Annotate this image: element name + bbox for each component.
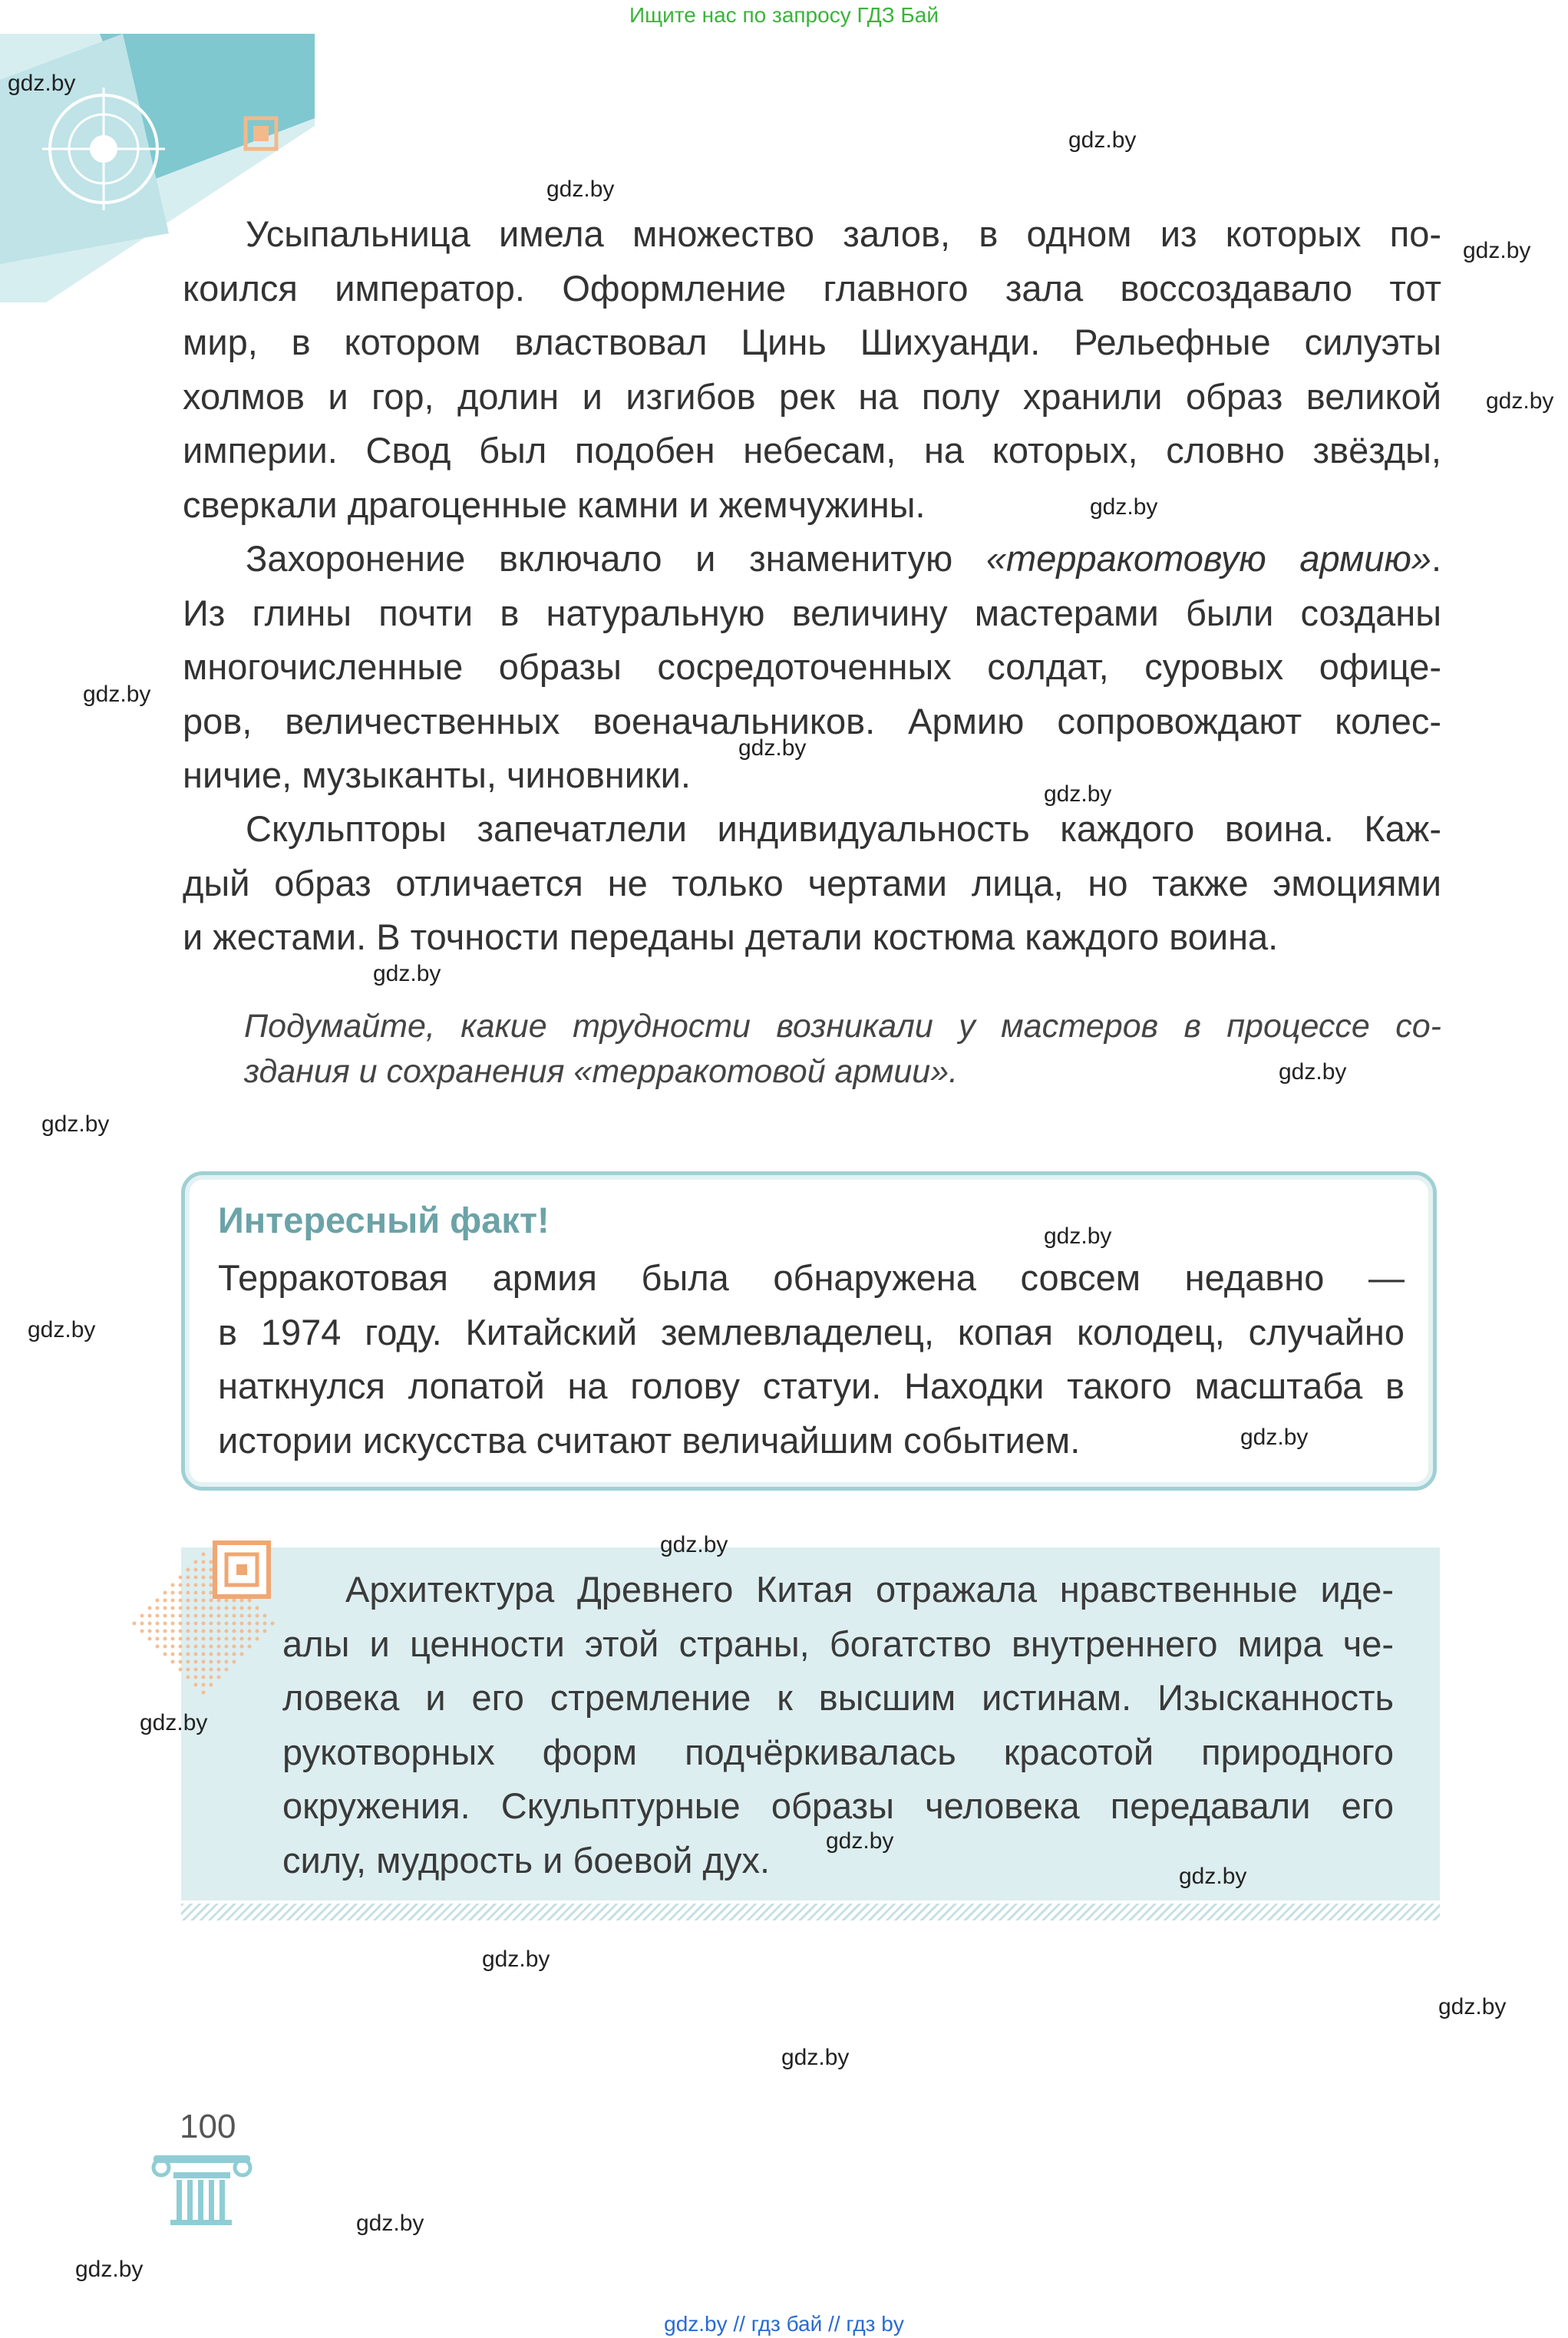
watermark: gdz.by [781, 2045, 850, 2070]
watermark: gdz.by [826, 1828, 894, 1854]
text-line: Скульпторы запечатлели индивидуальность каждого воина. Каж- [246, 808, 1441, 849]
watermark: gdz.by [660, 1532, 728, 1557]
page-number: 100 [180, 2108, 236, 2145]
watermark: gdz.by [1068, 127, 1137, 153]
text-run: . [1431, 538, 1442, 579]
text-line: истории искусства считают величайшим событием. [218, 1419, 1081, 1461]
text-line: ловека и его стремление к высшим истинам. Изысканность [282, 1677, 1394, 1718]
text-line: Из глины почти в натуральную величину мастерами были созданы [183, 592, 1441, 633]
watermark: gdz.by [482, 1947, 550, 1972]
text-line: империи. Свод был подобен небесам, на которых, словно звёзды, [183, 430, 1441, 471]
text-line: окружения. Скульптурные образы человека передавали его [282, 1785, 1394, 1826]
paragraph-3 [183, 802, 1441, 965]
text-line: наткнулся лопатой на голову статуи. Находки такого масштаба в [218, 1365, 1405, 1406]
watermark: gdz.by [546, 177, 615, 202]
text-line: Терракотовая армия была обнаружена совсем недавно — [218, 1257, 1405, 1298]
watermark: gdz.by [41, 1111, 110, 1137]
paragraph-2 [183, 532, 1441, 803]
paragraph-1 [183, 207, 1441, 532]
watermark: gdz.by [1279, 1059, 1347, 1085]
watermark: gdz.by [1179, 1864, 1247, 1889]
column-icon [150, 2149, 253, 2226]
watermark: gdz.by [373, 961, 441, 986]
watermark: gdz.by [8, 71, 76, 96]
lattice-ornament-icon [115, 1535, 292, 1727]
watermark: gdz.by [28, 1317, 96, 1342]
text-line: мир, в котором властвовал Цинь Шихуанди. Рельефные силуэты [183, 322, 1441, 362]
text-line: Усыпальница имела множество залов, в одном из которых по- [246, 213, 1441, 254]
watermark: gdz.by [1463, 238, 1531, 263]
watermark: gdz.by [1090, 494, 1158, 520]
question-block [244, 1004, 1441, 1095]
watermark: gdz.by [1486, 388, 1554, 414]
text-line: и жестами. В точности переданы детали костюма каждого воина. [183, 916, 1279, 957]
text-line: ров, величественных военачальников. Армию сопровождают колес- [183, 700, 1441, 741]
text-line: здания и сохранения «терракотовой армии». [244, 1053, 959, 1090]
text-line: многочисленные образы сосредоточенных солдат, суровых офице- [183, 646, 1441, 687]
watermark: gdz.by [140, 1710, 208, 1735]
text-line: коился император. Оформление главного зала воссоздавало тот [183, 267, 1441, 309]
text-line: силу, мудрость и боевой дух. [282, 1839, 771, 1881]
top-banner: Ищите нас по запросу ГДЗ Бай [629, 3, 939, 27]
watermark: gdz.by [1044, 781, 1112, 807]
fact-title: Интересный факт! [218, 1200, 550, 1240]
watermark: gdz.by [1240, 1425, 1309, 1450]
text-line: Архитектура Древнего Китая отражала нравственные иде- [345, 1569, 1394, 1610]
summary-stripes [181, 1904, 1440, 1920]
text-line [183, 532, 1441, 586]
text-line: ничие, музыканты, чиновники. [183, 755, 691, 795]
watermark: gdz.by [356, 2211, 424, 2236]
text-run: Захоронение включало и знаменитую [246, 538, 986, 579]
watermark: gdz.by [1044, 1223, 1112, 1249]
watermark: gdz.by [738, 735, 807, 761]
watermark: gdz.by [1438, 1994, 1507, 2019]
watermark: gdz.by [75, 2257, 144, 2282]
watermark: gdz.by [83, 682, 151, 707]
text-line: холмов и гор, долин и изгибов рек на полу хранили образ великой [183, 375, 1441, 417]
text-line: рукотворных форм подчёркивалась красотой природного [282, 1731, 1394, 1772]
text-line: Подумайте, какие трудности возникали у мастеров в процессе со- [244, 1008, 1441, 1045]
text-line: в 1974 году. Китайский землевладелец, копая колодец, случайно [218, 1311, 1405, 1352]
text-line: алы и ценности этой страны, богатство внутреннего мира че- [282, 1623, 1394, 1664]
text-line: дый образ отличается не только чертами лица, но также эмоциями [183, 862, 1441, 903]
footer-links[interactable]: gdz.by // гдз бай // гдз by [664, 2312, 904, 2336]
italic-term: «терракотовую армию» [985, 538, 1431, 579]
fact-text [218, 1251, 1405, 1468]
text-line: сверкали драгоценные камни и жемчужины. [183, 484, 926, 525]
